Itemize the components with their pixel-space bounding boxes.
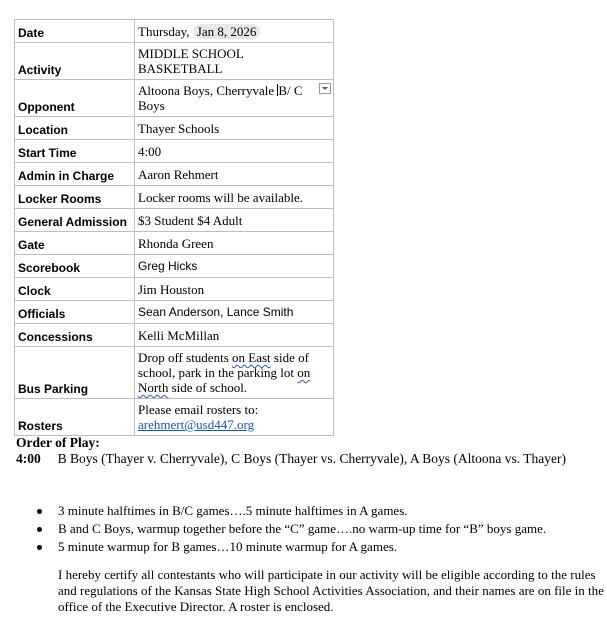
list-item: 3 minute halftimes in B/C games….5 minute halftimes in A games. bbox=[16, 502, 546, 520]
email-link[interactable]: arehmert@usd447.org bbox=[138, 417, 255, 432]
row-activity bbox=[15, 43, 334, 80]
value-concessions[interactable]: Kelli McMillan bbox=[135, 324, 334, 347]
label-concessions: Concessions bbox=[15, 324, 135, 347]
label-rosters: Rosters bbox=[15, 399, 135, 436]
row-opponent bbox=[15, 80, 334, 117]
value-bus-parking[interactable] bbox=[135, 347, 334, 399]
value-locker-rooms[interactable]: Locker rooms will be available. bbox=[135, 186, 334, 209]
value-opponent[interactable] bbox=[135, 80, 334, 117]
event-info-table bbox=[14, 19, 334, 436]
value-general-admission[interactable]: $3 Student $4 Adult bbox=[135, 209, 334, 232]
value-clock[interactable]: Jim Houston bbox=[135, 278, 334, 301]
value-scorebook[interactable]: Greg Hicks bbox=[135, 255, 334, 278]
label-admin: Admin in Charge bbox=[15, 163, 135, 186]
dropdown-arrow-icon[interactable] bbox=[319, 83, 331, 94]
label-gate: Gate bbox=[15, 232, 135, 255]
list-item: 5 minute warmup for B games…10 minute warmup for A games. bbox=[16, 538, 546, 556]
row-location bbox=[15, 117, 334, 140]
order-of-play bbox=[16, 435, 601, 467]
order-games: B Boys (Thayer v. Cherryvale), C Boys (Thayer vs. Cherryvale), A Boys (Altoona vs. Thayer) bbox=[57, 451, 567, 466]
value-admin[interactable]: Aaron Rehmert bbox=[135, 163, 334, 186]
date-prefix: Thursday, bbox=[138, 24, 193, 39]
row-concessions bbox=[15, 324, 334, 347]
value-location[interactable]: Thayer Schools bbox=[135, 117, 334, 140]
row-scorebook bbox=[15, 255, 334, 278]
label-opponent: Opponent bbox=[15, 80, 135, 117]
bus-text-a: Drop off students bbox=[138, 350, 233, 365]
certification-paragraph: I hereby certify all contestants who will participate in our activity will be eligible according to the rules and regulations of the Kansas State High School Activities Association, and their names are on file in the office of the Executive Director. A roster is enclosed. bbox=[58, 567, 604, 614]
row-officials bbox=[15, 301, 334, 324]
row-general-admission bbox=[15, 209, 334, 232]
label-clock: Clock bbox=[15, 278, 135, 301]
value-date[interactable] bbox=[135, 20, 334, 43]
label-start-time: Start Time bbox=[15, 140, 135, 163]
opponent-text-1a: Altoona Boys, Cherryvale bbox=[138, 83, 278, 98]
value-start-time[interactable]: 4:00 bbox=[135, 140, 334, 163]
label-bus-parking: Bus Parking bbox=[15, 347, 135, 399]
opponent-text-2: Boys bbox=[138, 98, 165, 113]
row-rosters bbox=[15, 399, 334, 436]
label-date: Date bbox=[15, 20, 135, 43]
value-activity[interactable]: MIDDLE SCHOOL BASKETBALL bbox=[135, 43, 334, 80]
label-general-admission: General Admission bbox=[15, 209, 135, 232]
bus-text-e: side of school. bbox=[168, 380, 248, 395]
label-locker-rooms: Locker Rooms bbox=[15, 186, 135, 209]
bus-text-b: on East bbox=[232, 350, 271, 365]
date-picker-chip[interactable]: Jan 8, 2026 bbox=[193, 24, 261, 39]
label-officials: Officials bbox=[15, 301, 135, 324]
row-start-time bbox=[15, 140, 334, 163]
label-scorebook: Scorebook bbox=[15, 255, 135, 278]
bus-text-d: on North bbox=[138, 365, 311, 395]
opponent-text-1b: B/ C bbox=[278, 83, 303, 98]
row-bus-parking bbox=[15, 347, 334, 399]
bus-text-c: side of school, park in the parking lot bbox=[138, 350, 309, 380]
row-locker-rooms bbox=[15, 186, 334, 209]
label-activity: Activity bbox=[15, 43, 135, 80]
order-line bbox=[16, 451, 601, 467]
notes-list bbox=[16, 502, 546, 556]
value-gate[interactable]: Rhonda Green bbox=[135, 232, 334, 255]
row-admin bbox=[15, 163, 334, 186]
order-time: 4:00 bbox=[16, 451, 41, 466]
row-date bbox=[15, 20, 334, 43]
value-officials[interactable]: Sean Anderson, Lance Smith bbox=[135, 301, 334, 324]
order-heading: Order of Play: bbox=[16, 435, 100, 450]
value-rosters[interactable] bbox=[135, 399, 334, 436]
list-item: B and C Boys, warmup together before the “C” game….no warm-up time for “B” boys game. bbox=[16, 520, 546, 538]
label-location: Location bbox=[15, 117, 135, 140]
rosters-text: Please email rosters to: bbox=[138, 402, 259, 417]
row-clock bbox=[15, 278, 334, 301]
row-gate bbox=[15, 232, 334, 255]
